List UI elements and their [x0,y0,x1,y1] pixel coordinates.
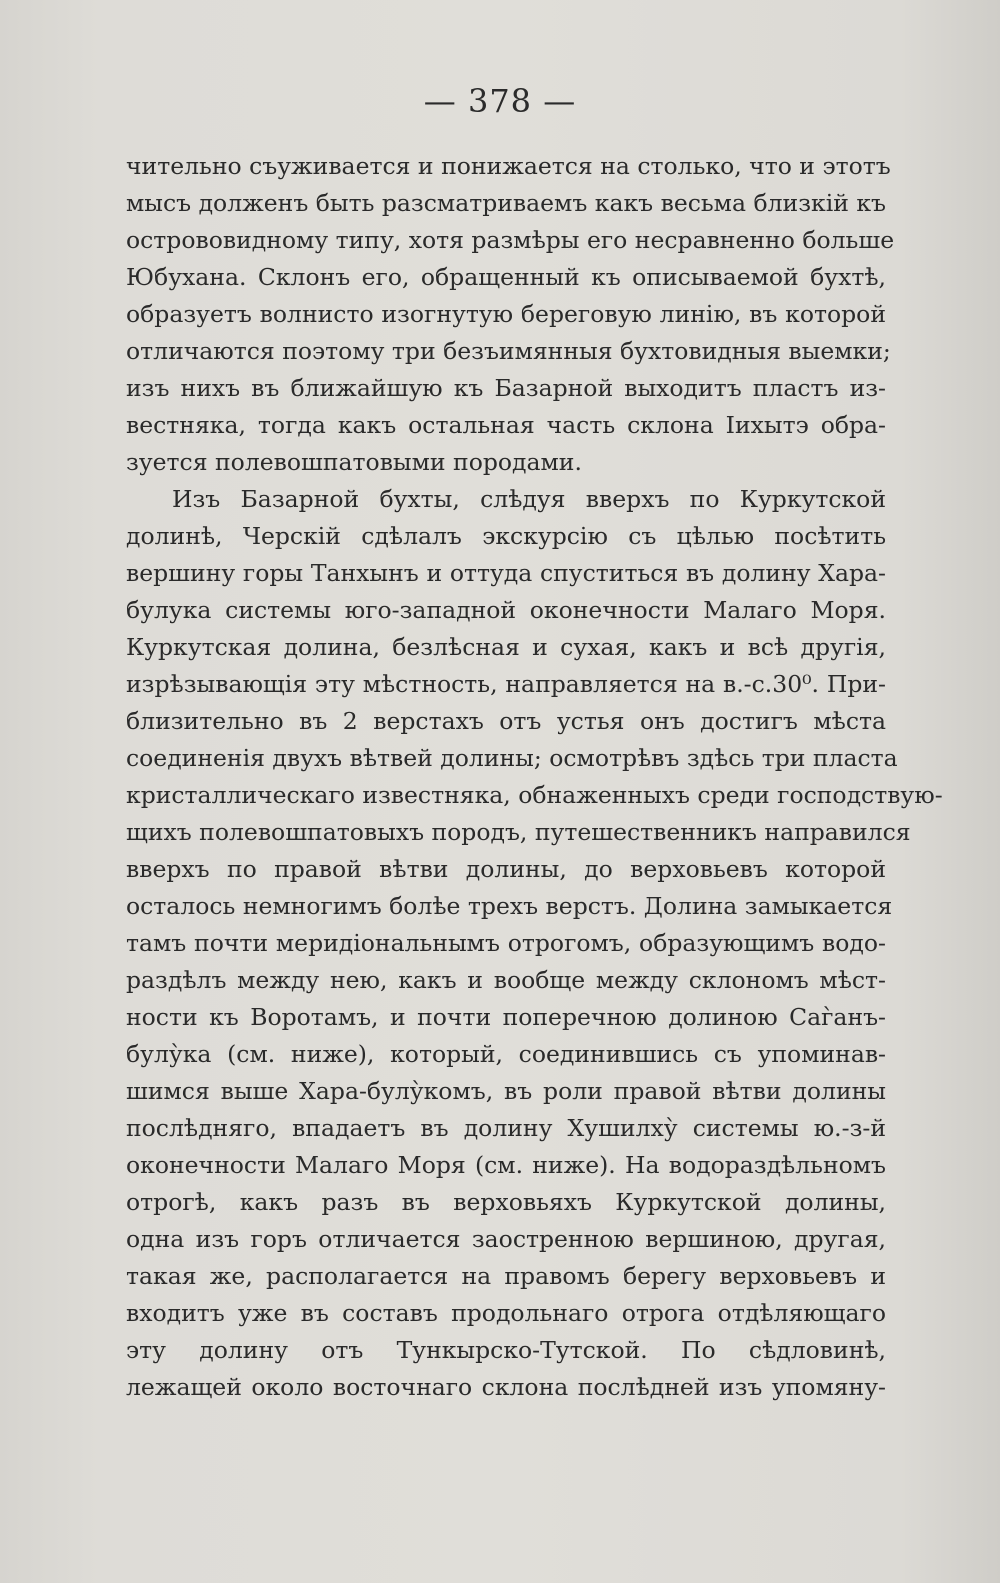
text-line: осталось немногимъ болѣе трехъ верстъ. Долина замыкается [126,892,893,920]
text-line: кристаллическаго известняка, обнаженныхъ среди господствую- [126,781,943,809]
text-line: Изъ Базарной бухты, слѣдуя вверхъ по Куркутской [172,485,886,513]
text-line: эту долину отъ Тункырско-Тутской. По сѣдловинѣ, [126,1336,886,1364]
text-line: отличаются поэтому три безъимянныя бухтовидныя выемки; [126,337,891,365]
text-line: образуетъ волнисто изогнутую береговую линію, въ которой [126,300,886,328]
text-line: Куркутская долина, безлѣсная и сухая, какъ и всѣ другія, [126,633,886,661]
text-line: лежащей около восточнаго склона послѣдней изъ упомяну- [126,1373,886,1401]
text-line: чительно съуживается и понижается на столько, что и этотъ [126,152,891,180]
text-line: зуется полевошпатовыми породами. [126,448,582,476]
text-line: оконечности Малаго Моря (см. ниже). На водораздѣльномъ [126,1151,886,1179]
text-line: шимся выше Хара-булу̀комъ, въ роли правой вѣтви долины [126,1077,886,1105]
text-line: одна изъ горъ отличается заостренною вершиною, другая, [126,1225,886,1253]
text-line: ности къ Воротамъ, и почти поперечною долиною Саг̀анъ- [126,1003,886,1031]
text-line: соединенія двухъ вѣтвей долины; осмотрѣвъ здѣсь три пласта [126,744,898,772]
text-line: изрѣзывающія эту мѣстность, направляется на в.-с.30⁰. При- [126,670,886,698]
page-number: — 378 — [423,82,577,120]
text-line: вестняка, тогда какъ остальная часть склона Іихытэ обра- [126,411,886,439]
body-text [126,148,943,1406]
text-line: послѣдняго, впадаетъ въ долину Хушилху̀ системы ю.-з-й [126,1114,886,1142]
text-line: мысъ долженъ быть разсматриваемъ какъ весьма близкій къ [126,189,886,217]
text-line: вверхъ по правой вѣтви долины, до верховьевъ которой [126,855,886,883]
text-line: Юбухана. Склонъ его, обращенный къ описываемой бухтѣ, [126,263,886,291]
text-line: отрогѣ, какъ разъ въ верховьяхъ Куркутской долины, [126,1188,886,1216]
text-line: острововидному типу, хотя размѣры его несравненно больше [126,226,895,254]
text-line: булу̀ка (см. ниже), который, соединившись съ упоминав- [126,1040,886,1068]
text-line: щихъ полевошпатовыхъ породъ, путешественникъ направился [126,818,911,846]
text-line: входитъ уже въ составъ продольнаго отрога отдѣляющаго [126,1299,886,1327]
text-line: булука системы юго-западной оконечности Малаго Моря. [126,596,886,624]
text-line: изъ нихъ въ ближайшую къ Базарной выходитъ пластъ из- [126,374,886,402]
text-line: раздѣлъ между нею, какъ и вообще между склономъ мѣст- [126,966,886,994]
text-line: долинѣ, Черскій сдѣлалъ экскурсію съ цѣлью посѣтить [126,522,886,550]
text-line: вершину горы Танхынъ и оттуда спуститься въ долину Хара- [126,559,886,587]
text-line: близительно въ 2 верстахъ отъ устья онъ достигъ мѣста [126,707,886,735]
text-line: тамъ почти меридіональнымъ отрогомъ, образующимъ водо- [126,929,886,957]
text-line: такая же, располагается на правомъ берегу верховьевъ и [126,1262,886,1290]
